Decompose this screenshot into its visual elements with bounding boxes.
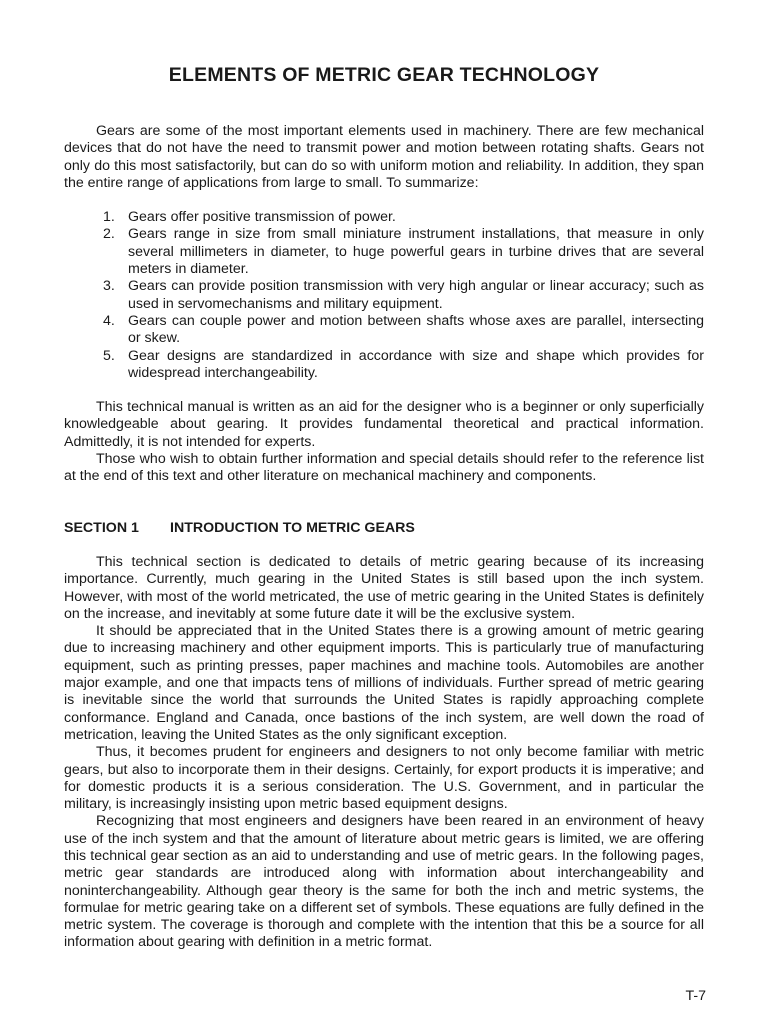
list-item-number: 5. xyxy=(103,347,115,364)
list-item xyxy=(103,347,704,383)
document-body xyxy=(64,123,704,952)
list-item-text: Gears range in size from small miniature instrument installations, that measure in only several millimeters in diameter, to huge powerful gears in turbine drives that are several meters in diameter. xyxy=(128,226,704,278)
section-paragraph: It should be appreciated that in the United States there is a growing amount of metric gearing due to increasing machinery and other equipment imports. This is particularly true of manufacturing equipment, such as printing presses, paper machines and machine tools. Automobiles are another major example, and one that impacts tens of millions of individuals. Further spread of metric gearing is inevitable since the world that surrounds the United States is rapidly approaching complete conformance. England and Canada, once bastions of the inch system, are well down the road of metrication, leaving the United States as the only significant exception. xyxy=(64,623,704,743)
section-paragraph: Recognizing that most engineers and designers have been reared in an environment of heavy use of the inch system and that the amount of literature about metric gears is limited, we are offering this technical gear section as an aid to understanding and use of metric gears. In the following pages, metric gear standards are introduced along with information about interchangeability and noninterchangeability. Although gear theory is the same for both the inch and metric systems, the formulae for metric gearing take on a different set of symbols. These equations are fully defined in the metric system. The coverage is thorough and complete with the intention that this be a source for all information about gearing with definition in a metric format. xyxy=(64,813,704,951)
list-item-text: Gears can provide position transmission with very high angular or linear accuracy; such as used in servomechanisms and military equipment. xyxy=(128,278,704,312)
spacer xyxy=(64,486,704,503)
intro-paragraph: Gears are some of the most important elements used in machinery. There are few mechanical devices that do not have the need to transmit power and motion between rotating shafts. Gears not only do this most satisfactorily, but can do so with uniform motion and reliability. In addition, they span the entire range of applications from large to small. To summarize: xyxy=(64,123,704,191)
list-item-text: Gear designs are standardized in accordance with size and shape which provides for widespread interchangeability. xyxy=(128,347,704,381)
list-item-number: 1. xyxy=(103,209,115,226)
page-title: ELEMENTS OF METRIC GEAR TECHNOLOGY xyxy=(168,64,600,86)
section-paragraph: This technical section is dedicated to details of metric gearing because of its increasing importance. Currently, much gearing in the United States is still based upon the inch system. However, with most of the world metricated, the use of metric gearing in the United States is definitely on the increase, and inevitably at some future date it will be the exclusive system. xyxy=(64,553,704,622)
list-item xyxy=(103,226,704,278)
section-heading xyxy=(64,520,704,537)
section-title: INTRODUCTION TO METRIC GEARS xyxy=(170,519,415,536)
spacer xyxy=(64,537,704,554)
list-item-text: Gears can couple power and motion between shafts whose axes are parallel, intersecting or skew. xyxy=(128,312,704,347)
list-item-number: 2. xyxy=(103,226,115,243)
page-number: T-7 xyxy=(685,988,706,1004)
list-item xyxy=(103,312,704,348)
purpose-paragraph: This technical manual is written as an aid for the designer who is a beginner or only superficially knowledgeable about gearing. It provides fundamental theoretical and practical information. Admittedly, it is not intended for experts. xyxy=(64,399,704,450)
section-paragraph: Thus, it becomes prudent for engineers and designers to not only become familiar with metric gears, but also to incorporate them in their designs. Certainly, for export products it is imperative; and for domestic products it is a serious consideration. The U.S. Government, and in particular the military, is increasingly insisting upon metric based equipment designs. xyxy=(64,744,704,813)
summary-list xyxy=(64,209,704,382)
list-item-number: 4. xyxy=(103,312,115,329)
reference-paragraph: Those who wish to obtain further information and special details should refer to the reference list at the end of this text and other literature on mechanical machinery and components. xyxy=(64,451,704,485)
list-item xyxy=(103,209,704,226)
spacer xyxy=(64,382,704,399)
list-item-number: 3. xyxy=(103,278,115,295)
list-item xyxy=(103,278,704,313)
list-item-text: Gears offer positive transmission of power. xyxy=(128,209,396,226)
spacer xyxy=(64,503,704,520)
section-number: SECTION 1 xyxy=(64,519,139,536)
spacer xyxy=(64,192,704,209)
